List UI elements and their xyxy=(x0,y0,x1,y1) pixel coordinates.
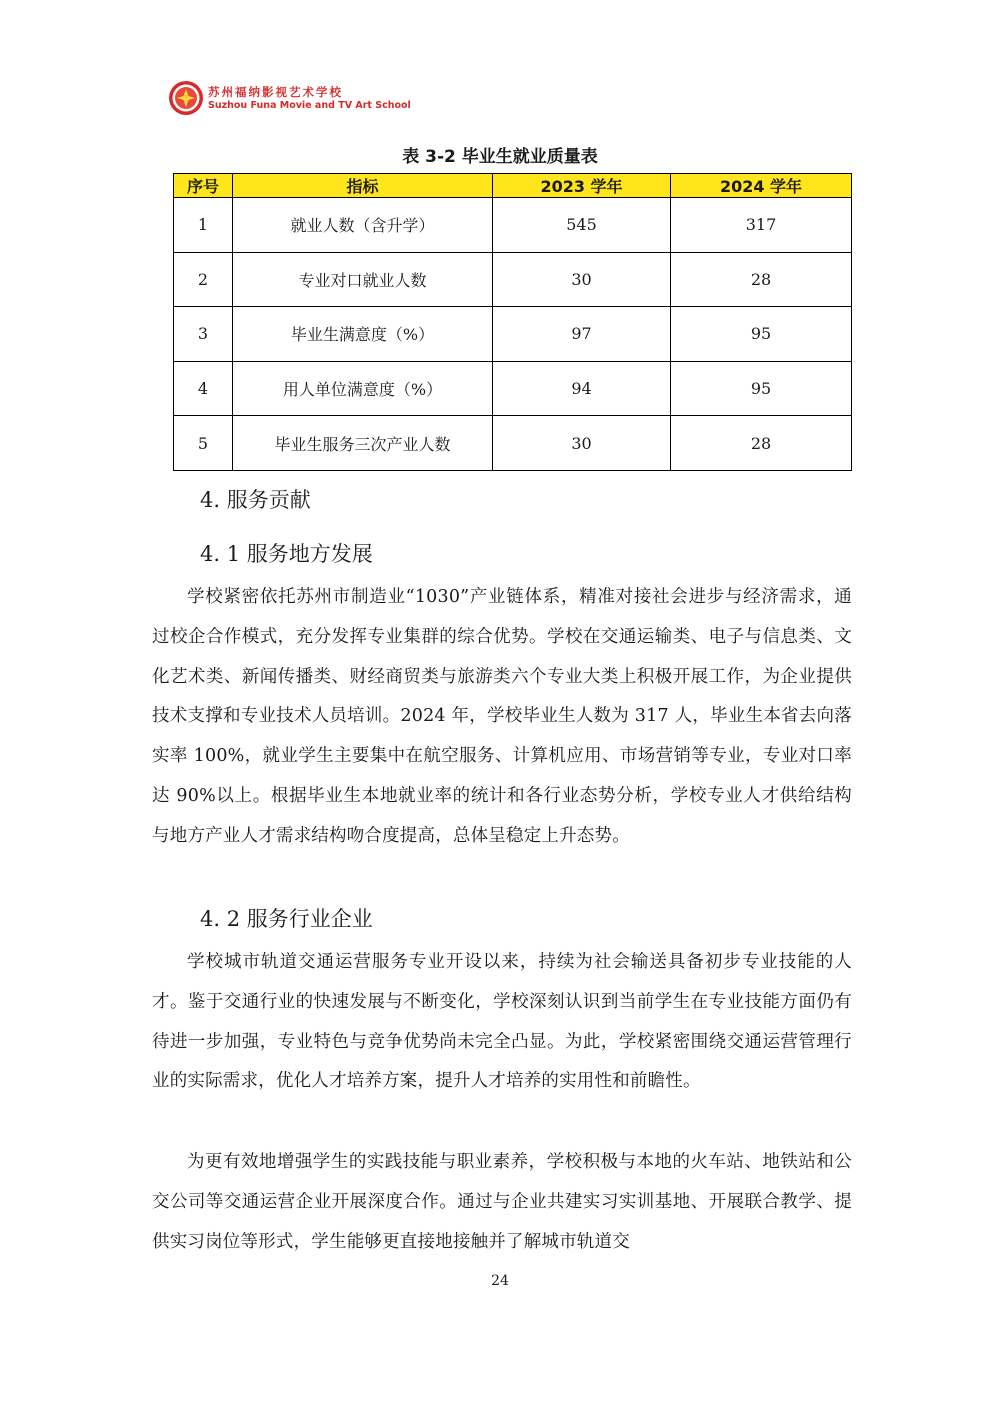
cell-index: 4 xyxy=(174,361,233,416)
page-number: 24 xyxy=(491,1273,509,1289)
table-row xyxy=(174,361,852,416)
section-4-1-heading: 4. 1 服务地方发展 xyxy=(200,542,373,566)
school-logo xyxy=(168,80,411,120)
cell-2023: 30 xyxy=(493,416,671,471)
cell-2023: 94 xyxy=(493,361,671,416)
section-4-2-paragraph-1: 学校城市轨道交通运营服务专业开设以来，持续为社会输送具备初步专业技能的人才。鉴于交通行业的快速发展与不断变化，学校深刻认识到当前学生在专业技能方面仍有待进一步加强，专业特色与竞争优势尚未完全凸显。为此，学校紧密围绕交通运营管理行业的实际需求，优化人才培养方案，提升人才培养的实用性和前瞻性。 xyxy=(152,952,852,1092)
cell-2024: 317 xyxy=(671,198,852,253)
header-2023: 2023 学年 xyxy=(493,174,671,198)
cell-indicator: 用人单位满意度（%） xyxy=(233,361,493,416)
section-4-2-heading: 4. 2 服务行业企业 xyxy=(200,907,373,931)
cell-index: 3 xyxy=(174,307,233,362)
table-row xyxy=(174,307,852,362)
cell-2023: 97 xyxy=(493,307,671,362)
cell-2024: 28 xyxy=(671,252,852,307)
cell-2024: 28 xyxy=(671,416,852,471)
cell-2023: 545 xyxy=(493,198,671,253)
table-row xyxy=(174,198,852,253)
cell-2024: 95 xyxy=(671,361,852,416)
table-row xyxy=(174,416,852,471)
table-row xyxy=(174,252,852,307)
cell-indicator: 就业人数（含升学） xyxy=(233,198,493,253)
section-4-1-paragraph: 学校紧密依托苏州市制造业“1030”产业链体系，精准对接社会进步与经济需求，通过校企合作模式，充分发挥专业集群的综合优势。学校在交通运输类、电子与信息类、文化艺术类、新闻传播类、财经商贸类与旅游类六个专业大类上积极开展工作，为企业提供技术支撑和专业技术人员培训。2024 年，学校毕业生人数为 317 人，毕业生本省去向落实率 100%，就业学生主要集中在航空服务、计算机应用、市场营销等专业，专业对口率达 90%以上。根据毕业生本地就业率的统计和各行业态势分析，学校专业人才供给结构与地方产业人才需求结构吻合度提高，总体呈稳定上升态势。 xyxy=(152,587,852,846)
header-indicator: 指标 xyxy=(233,174,493,198)
employment-quality-table xyxy=(173,173,852,471)
section-4-heading: 4. 服务贡献 xyxy=(200,488,311,512)
school-seal-icon xyxy=(168,80,204,116)
table-title: 表 3-2 毕业生就业质量表 xyxy=(402,147,598,167)
table-header-row xyxy=(174,174,852,198)
header-2024: 2024 学年 xyxy=(671,174,852,198)
cell-index: 2 xyxy=(174,252,233,307)
cell-indicator: 毕业生满意度（%） xyxy=(233,307,493,362)
cell-indicator: 专业对口就业人数 xyxy=(233,252,493,307)
cell-index: 1 xyxy=(174,198,233,253)
cell-2024: 95 xyxy=(671,307,852,362)
cell-2023: 30 xyxy=(493,252,671,307)
cell-index: 5 xyxy=(174,416,233,471)
cell-indicator: 毕业生服务三次产业人数 xyxy=(233,416,493,471)
section-4-2-paragraph-2: 为更有效地增强学生的实践技能与职业素养，学校积极与本地的火车站、地铁站和公交公司等交通运营企业开展深度合作。通过与企业共建实习实训基地、开展联合教学、提供实习岗位等形式，学生能够更直接地接触并了解城市轨道交 xyxy=(152,1152,852,1252)
school-name-cn: 苏州福纳影视艺术学校 xyxy=(208,85,343,99)
school-name-en: Suzhou Funa Movie and TV Art School xyxy=(208,100,411,111)
header-index: 序号 xyxy=(174,174,233,198)
